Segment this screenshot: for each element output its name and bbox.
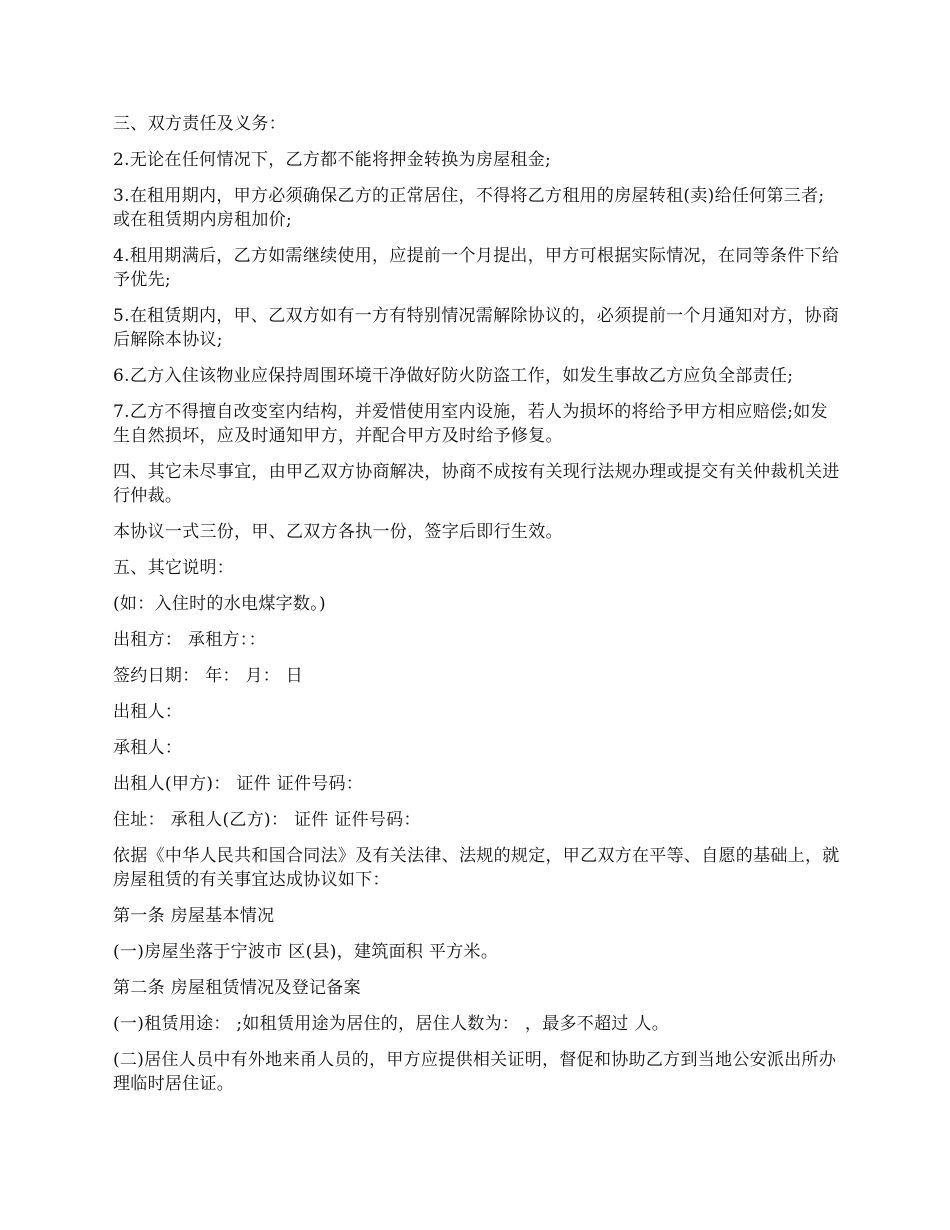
- notes-example: (如：入住时的水电煤字数。): [113, 594, 326, 614]
- parties-line: 出租方： 承租方：：: [113, 630, 266, 650]
- clause-2-deposit: 2.无论在任何情况下，乙方都不能将押金转换为房屋租金;: [113, 150, 552, 170]
- lessee-label: 承租人：: [113, 738, 183, 758]
- clause-4-renewal: 4.租用期满后，乙方如需继续使用，应提前一个月提出，甲方可根据实际情况，在同等条件下给予优先;: [113, 246, 840, 290]
- copies-statement: 本协议一式三份，甲、乙双方各执一份，签字后即行生效。: [113, 522, 563, 542]
- article-2-heading: 第二条 房屋租赁情况及登记备案: [113, 978, 361, 998]
- clause-6-safety: 6.乙方入住该物业应保持周围环境干净做好防火防盗工作，如发生事故乙方应负全部责任;: [113, 366, 794, 386]
- article-1-heading: 第一条 房屋基本情况: [113, 906, 275, 926]
- lessor-id-line: 出租人(甲方)： 证件 证件号码：: [113, 774, 364, 794]
- clause-5-termination: 5.在租赁期内，甲、乙双方如有一方有特别情况需解除协议的，必须提前一个月通知对方，协商后解除本协议;: [113, 306, 840, 350]
- signing-date-line: 签约日期： 年： 月： 日: [113, 666, 304, 686]
- clause-3-sublease: 3.在租用期内，甲方必须确保乙方的正常居住，不得将乙方租用的房屋转租(卖)给任何第三者;或在租赁期内房租加价;: [113, 186, 825, 230]
- clause-7-structure: 7.乙方不得擅自改变室内结构，并爱惜使用室内设施，若人为损坏的将给予甲方相应赔偿;如发生自然损坏，应及时通知甲方，并配合甲方及时给予修复。: [113, 402, 828, 446]
- section-heading-other-matters: 四、其它未尽事宜，由甲乙双方协商解决，协商不成按有关现行法规办理或提交有关仲裁机关进行仲裁。: [113, 462, 840, 506]
- article-2-item-2: (二)居住人员中有外地来甬人员的，甲方应提供相关证明，督促和协助乙方到当地公安派出所办理临时居住证。: [113, 1050, 837, 1094]
- section-heading-responsibilities: 三、双方责任及义务：: [113, 114, 286, 134]
- section-heading-other-notes: 五、其它说明：: [113, 558, 235, 578]
- article-2-item-1: (一)租赁用途： ;如租赁用途为居住的，居住人数为： ，最多不超过 人。: [113, 1014, 670, 1034]
- article-1-item-1: (一)房屋坐落于宁波市 区(县)，建筑面积 平方米。: [113, 942, 499, 962]
- lessor-label: 出租人：: [113, 702, 183, 722]
- preamble: 依据《中华人民共和国合同法》及有关法律、法规的规定，甲乙双方在平等、自愿的基础上，就房屋租赁的有关事宜达成协议如下：: [113, 846, 840, 890]
- lessee-address-id-line: 住址： 承租人(乙方)： 证件 证件号码：: [113, 810, 421, 830]
